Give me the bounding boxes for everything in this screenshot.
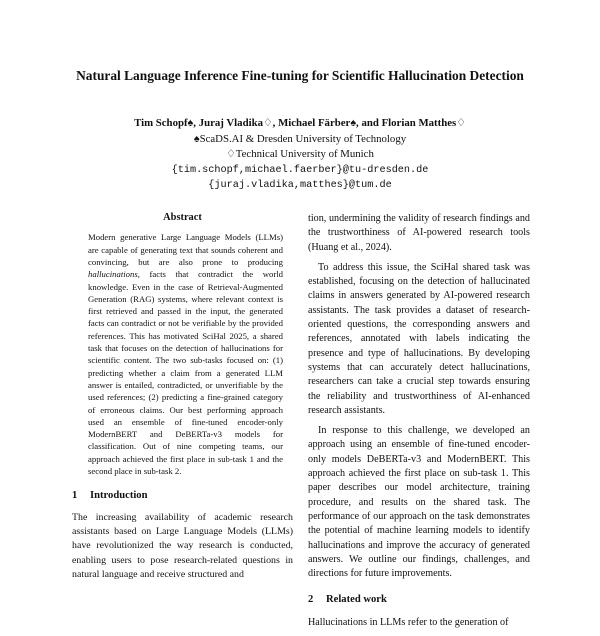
affiliation-dresden: ♠ScaDS.AI & Dresden University of Technology (193, 132, 407, 145)
section-heading-introduction (72, 490, 293, 502)
abstract-text (72, 231, 293, 477)
affiliation-munich: ♢Technical University of Munich (226, 148, 374, 160)
related-work-text: Hallucinations in LLMs refer to the generation of (308, 616, 509, 628)
section-number: 2 (308, 594, 314, 606)
introduction-text: The increasing availability of academic research assistants based on Large Language Models (LLMs) have revolutionized the way research is conducted, enabling users to pose research-related questions in natural language and receive structured and (72, 511, 293, 580)
abstract-text-after: , facts that contradict the world knowledge. Even in the case of Retrieval-Augmented Generation (RAG) systems, where relevant context is first retrieved and passed in the input, the generated facts can contradict or not be verifiable by the provided references. This has motivated SciHal 2025, a shared task that focuses on the detection of hallucinations for scientific content. The two sub-tasks focused on: (1) predicting whether a claim from a generated LLM answer is entailed, contradicted, or unverifiable by the used references; (2) predicting a fine-grained category of erroneous claims. Our best performing approach used an ensemble of fine-tuned encoder-only ModernBERT and DeBERTa-v3 models for classification. Out of nine competing teams, our approach achieved the first place in sub-task 1 and the second place in sub-task 2. (88, 269, 283, 477)
abstract-heading: Abstract (163, 212, 202, 223)
email-munich[interactable]: {juraj.vladika,matthes}@tum.de (208, 180, 392, 191)
paragraph: tion, undermining the validity of research findings and the trustworthiness of AI-powered research tools (Huang et al., 2024). (308, 213, 530, 253)
paper-title: Natural Language Inference Fine-tuning for Scientific Hallucination Detection (76, 68, 524, 83)
email-dresden[interactable]: {tim.schopf,michael.faerber}@tu-dresden.de (171, 164, 429, 176)
abstract-emphasis: hallucinations (88, 269, 138, 280)
right-column (308, 212, 530, 636)
author-block (60, 116, 540, 194)
section-title: Introduction (90, 490, 148, 502)
section-number: 1 (72, 490, 78, 502)
section-heading-related-work (308, 593, 530, 607)
paragraph: In response to this challenge, we developed an approach using an ensemble of fine-tuned encoder-only models DeBERTa-v3 and ModernBERT. This approach achieved the first place on sub-task 1. This paper describes our model architecture, training procedure, and results on the shared task. The performance of our approach on the task demonstrates the potential of machine learning models to identify hallucinations and improve the accuracy of generated answers. We outline our findings, challenges, and directions for future improvements. (308, 425, 530, 580)
paragraph: To address this issue, the SciHal shared task was established, focusing on the detection of hallucinated claims in answers generated by AI-powered research assistants. The task provides a dataset of research-oriented questions, the corresponding answers and references, annotated with labels indicating the presence and type of hallucinations. By developing systems that can accurately detect hallucinations, researchers can take a crucial step towards ensuring the reliability and trustworthiness of AI-enhanced research assistants. (308, 261, 530, 416)
left-column (72, 212, 293, 582)
author-names: Tim Schopf♠, Juraj Vladika♢, Michael Färber♠, and Florian Matthes♢ (134, 117, 466, 129)
abstract-text-before: Modern generative Large Language Models (LLMs) are capable of generating text that sounds coherent and convincing, but are also prone to producing (88, 232, 283, 267)
section-title: Related work (326, 594, 387, 606)
